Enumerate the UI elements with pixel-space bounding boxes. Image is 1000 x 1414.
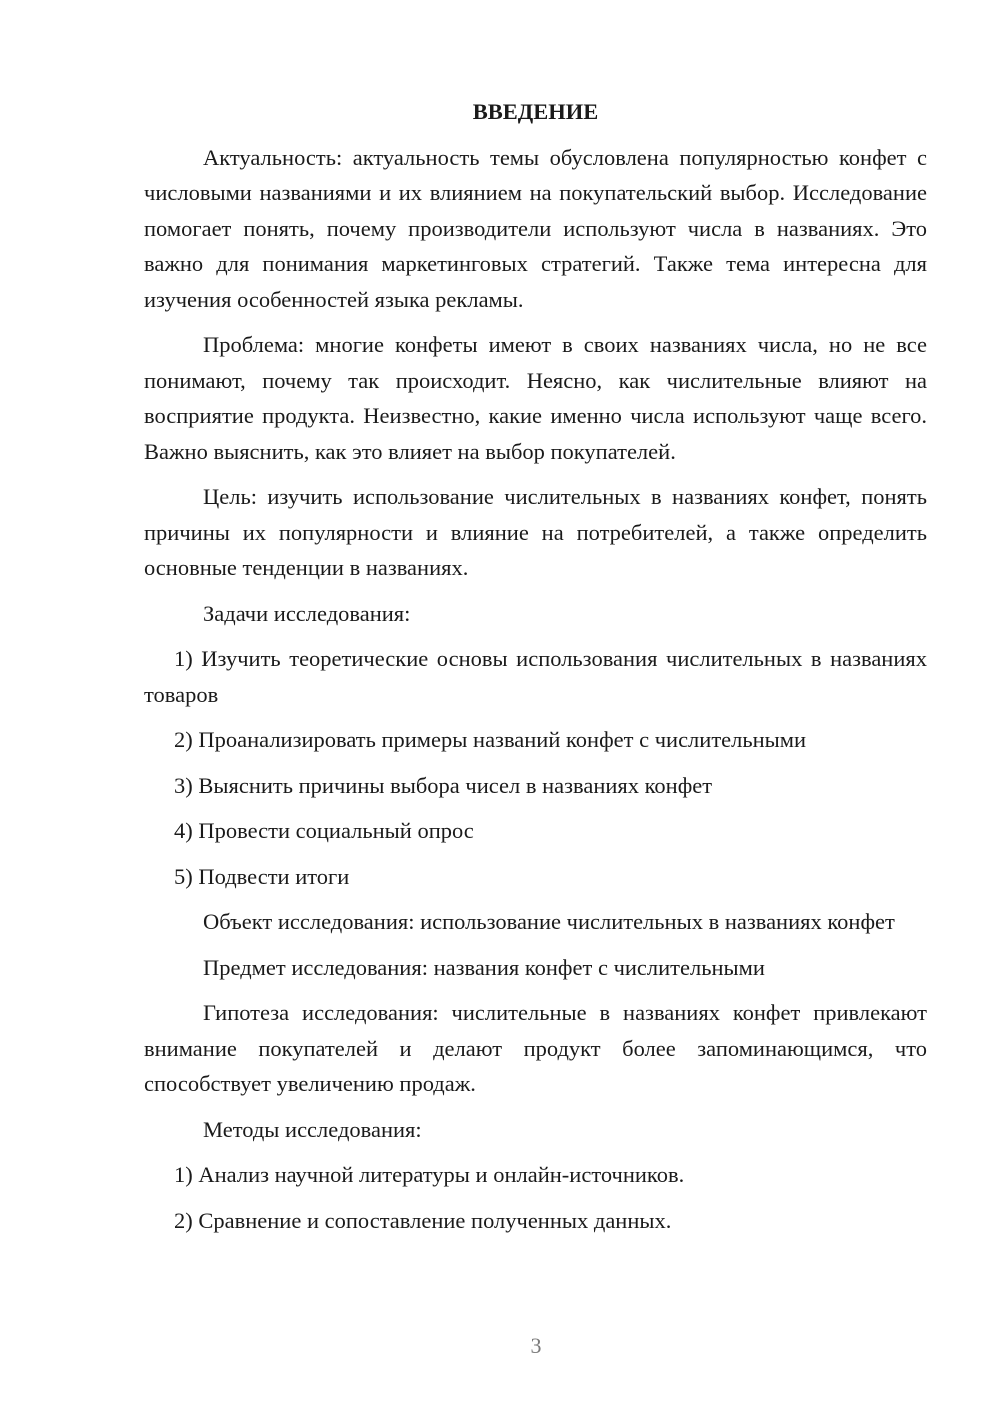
task-item-1: 1) Изучить теоретические основы использования числительных в названиях товаров [144, 646, 927, 707]
problem-paragraph: Проблема: многие конфеты имеют в своих названиях числа, но не все понимают, почему так происходит. Неясно, как числительные влияют на восприятие продукта. Неизвестно, какие именно числа используют чаще всего. Важно выяснить, как это влияет на выбор покупателей. [144, 332, 927, 464]
goal-paragraph: Цель: изучить использование числительных в названиях конфет, понять причины их популярности и влияние на потребителей, а также определить основные тенденции в названиях. [144, 484, 927, 580]
relevance-paragraph: Актуальность: актуальность темы обусловлена популярностью конфет с числовыми названиями и их влиянием на покупательский выбор. Исследование помогает понять, почему производители используют числа в названиях. Это важно для понимания маркетинговых стратегий. Также тема интересна для изучения особенностей языка рекламы. [144, 144, 927, 312]
page-number: 3 [530, 1333, 542, 1358]
task-item-3: 3) Выяснить причины выбора чисел в названиях конфет [174, 772, 713, 798]
object-paragraph: Объект исследования: использование числительных в названиях конфет [203, 909, 895, 934]
hypothesis-paragraph: Гипотеза исследования: числительные в названиях конфет привлекают внимание покупателей и делают продукт более запоминающимся, что способствует увеличению продаж. [144, 1000, 927, 1096]
task-item-2: 2) Проанализировать примеры названий конфет с числительными [174, 727, 807, 752]
method-item-1: 1) Анализ научной литературы и онлайн-источников. [174, 1162, 685, 1187]
task-item-5: 5) Подвести итоги [174, 863, 350, 889]
tasks-title: Задачи исследования: [203, 600, 411, 626]
section-heading: ВВЕДЕНИЕ [472, 99, 599, 124]
subject-paragraph: Предмет исследования: названия конфет с числительными [203, 954, 765, 980]
methods-title: Методы исследования: [203, 1116, 422, 1142]
document-page [144, 94, 927, 1248]
task-item-4: 4) Провести социальный опрос [174, 818, 474, 843]
method-item-2: 2) Сравнение и сопоставление полученных данных. [174, 1207, 672, 1233]
